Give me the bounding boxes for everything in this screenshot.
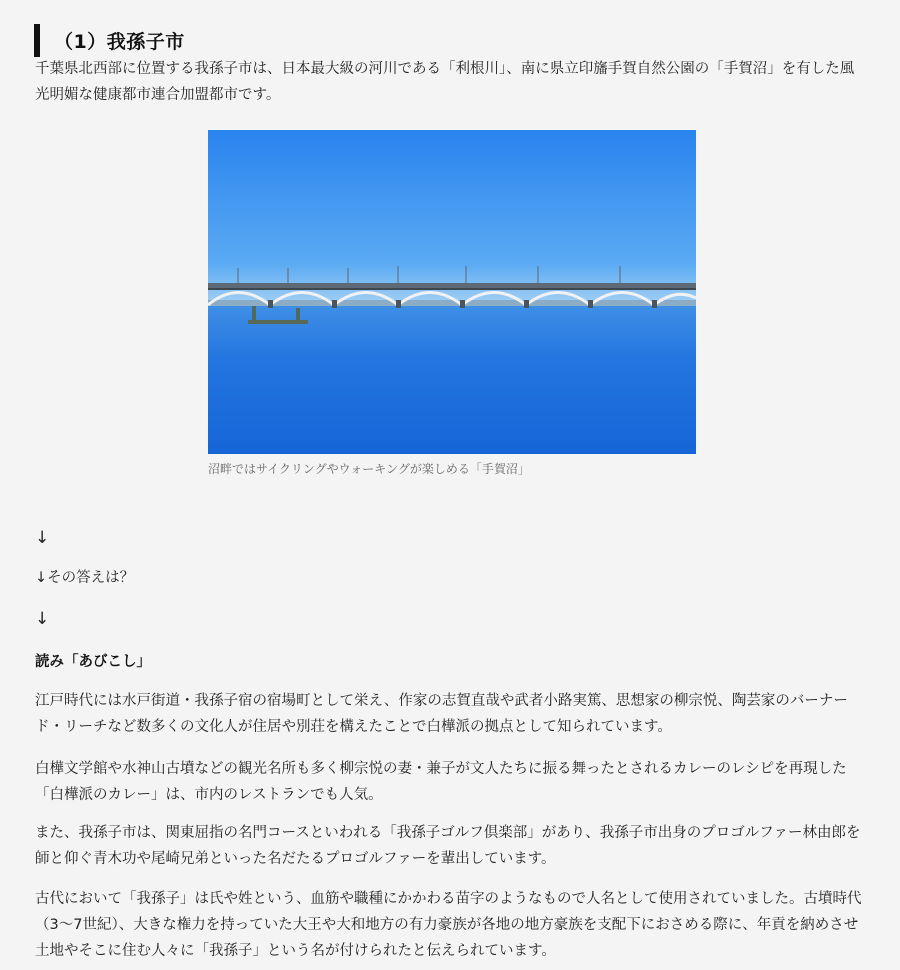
arrow-3: ↓: [35, 609, 50, 629]
photo-figure: [208, 130, 696, 477]
paragraph-golf: また、我孫子市は、関東屈指の名門コースといわれる「我孫子ゴルフ倶楽部」があり、我孫子市出身のプロゴルファー林由郎を師と仰ぐ青木功や尾崎兄弟といった名だたるプロゴルファーを輩出しています。: [35, 825, 861, 867]
teganuma-bridge-photo: [208, 130, 696, 454]
section-heading: （1）我孫子市: [34, 24, 185, 57]
paragraph-name-origin: 古代において「我孫子」は氏や姓という、血筋や職種にかかわる苗字のようなもので人名として使用されていました。古墳時代（3〜7世紀）、大きな権力を持っていた大王や大和地方の有力豪族が各地の地方豪族を支配下におさめる際に、年貢を納めさせ土地やそこに住む人々に「我孫子」という名が付けられたと伝えられています。: [35, 891, 862, 959]
paragraph-curry: 白樺文学館や水神山古墳などの観光名所も多く柳宗悦の妻・兼子が文人たちに振る舞ったとされるカレーのレシピを再現した「白樺派のカレー」は、市内のレストランでも人気。: [35, 761, 847, 803]
photo-caption: 沼畔ではサイクリングやウォーキングが楽しめる「手賀沼」: [208, 462, 530, 476]
question-line: ↓その答えは？: [35, 570, 135, 586]
paragraph-history: 江戸時代には水戸街道・我孫子宿の宿場町として栄え、作家の志賀直哉や武者小路実篤、思想家の柳宗悦、陶芸家のバーナード・リーチなど数多くの文化人が住居や別荘を構えたことで白樺派の拠点として知られています。: [35, 693, 848, 735]
intro-paragraph: 千葉県北西部に位置する我孫子市は、日本最大級の河川である「利根川」、南に県立印旛手賀自然公園の「手賀沼」を有した風光明媚な健康都市連合加盟都市です。: [35, 61, 855, 103]
arrow-1: ↓: [35, 528, 50, 548]
reading-answer: 読み「あびこし」: [35, 654, 151, 670]
